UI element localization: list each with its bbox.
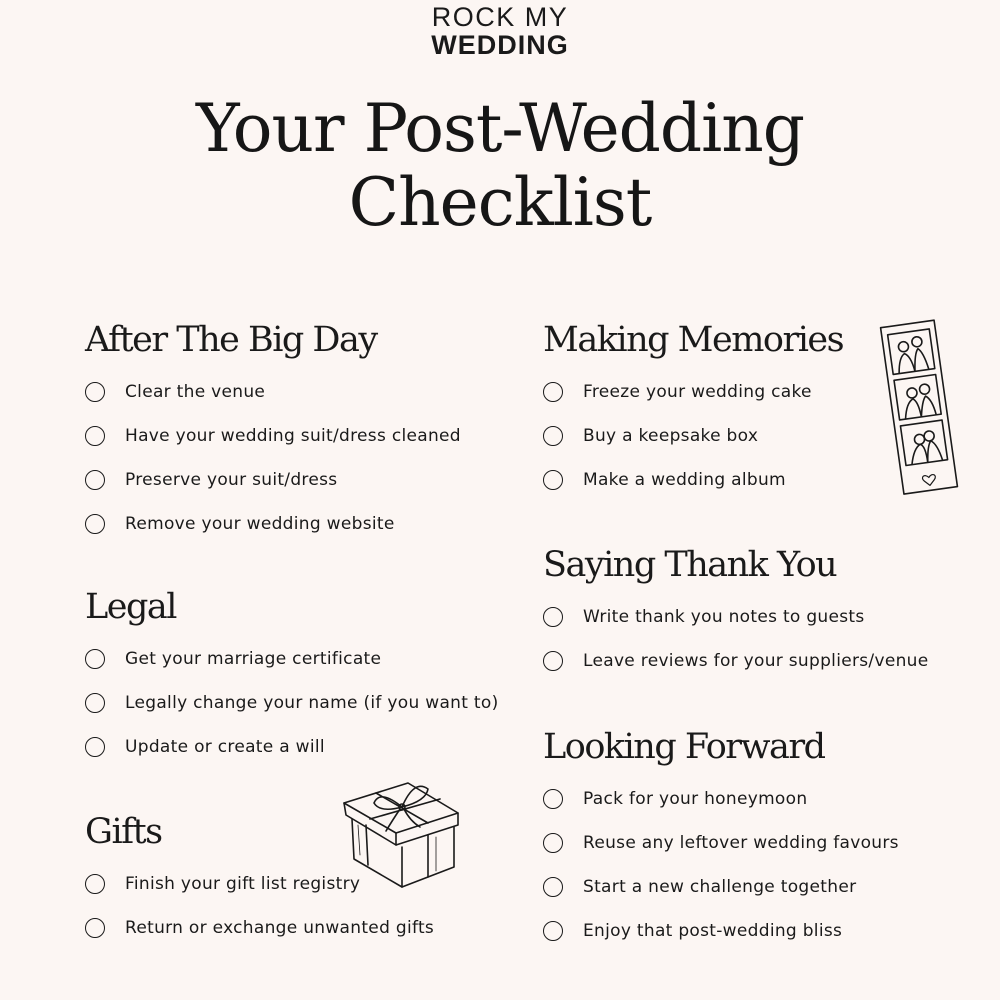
section-heading: After The Big Day: [85, 320, 377, 360]
section-heading: Legal: [85, 587, 176, 627]
checkbox[interactable]: [543, 607, 563, 627]
checklist-item: [543, 414, 843, 458]
checkbox[interactable]: [543, 921, 563, 941]
checkbox[interactable]: [543, 470, 563, 490]
checklist: [85, 637, 499, 769]
checkbox[interactable]: [85, 874, 105, 894]
checklist-item: [543, 639, 928, 683]
checklist: [543, 370, 843, 502]
photo-strip-icon: [870, 315, 970, 500]
checklist-item: [543, 370, 843, 414]
section-saying-thank-you: [543, 545, 928, 683]
page-title-line-2: Checklist: [348, 164, 652, 241]
checklist-item-label: Start a new challenge together: [583, 877, 857, 897]
checklist-item-label: Pack for your honeymoon: [583, 789, 808, 809]
section-legal: [85, 587, 499, 769]
brand-logo-bottom: WEDDING: [431, 30, 569, 60]
checklist-item-label: Preserve your suit/dress: [125, 470, 338, 490]
checklist-item-label: Update or create a will: [125, 737, 325, 757]
brand-logo-top: ROCK MY: [431, 2, 569, 32]
checkbox[interactable]: [85, 649, 105, 669]
checklist-item-label: Clear the venue: [125, 382, 266, 402]
checkbox[interactable]: [85, 737, 105, 757]
checklist-item: [85, 502, 461, 546]
checkbox[interactable]: [85, 514, 105, 534]
checklist-item: [85, 370, 461, 414]
checklist-item: [543, 595, 928, 639]
checklist-item: [85, 725, 499, 769]
brand-logo: [0, 4, 1000, 59]
checklist-item: [85, 637, 499, 681]
page-title-line-1: Your Post-Wedding: [195, 90, 805, 167]
section-looking-forward: [543, 727, 899, 953]
checklist-item-label: Finish your gift list registry: [125, 874, 361, 894]
checkbox[interactable]: [543, 789, 563, 809]
checklist-item: [543, 865, 899, 909]
checklist-item-label: Get your marriage certificate: [125, 649, 382, 669]
checklist-item-label: Reuse any leftover wedding favours: [583, 833, 899, 853]
checklist-item-label: Leave reviews for your suppliers/venue: [583, 651, 929, 671]
checkbox[interactable]: [543, 877, 563, 897]
checklist-item: [543, 777, 899, 821]
checklist-item-label: Legally change your name (if you want to): [125, 693, 499, 713]
section-heading: Saying Thank You: [543, 545, 837, 585]
checkbox[interactable]: [85, 382, 105, 402]
checklist-item-label: Have your wedding suit/dress cleaned: [125, 426, 461, 446]
checklist-item-label: Return or exchange unwanted gifts: [125, 918, 435, 938]
page-title: [0, 92, 1000, 240]
checklist-item-label: Enjoy that post-wedding bliss: [583, 921, 843, 941]
checklist-item-label: Freeze your wedding cake: [583, 382, 812, 402]
checklist-item: [85, 414, 461, 458]
section-heading: Making Memories: [543, 320, 844, 360]
section-heading: Gifts: [85, 812, 162, 852]
checklist-item: [543, 821, 899, 865]
checkbox[interactable]: [85, 693, 105, 713]
checkbox[interactable]: [543, 382, 563, 402]
checklist-item: [543, 458, 843, 502]
checkbox[interactable]: [85, 918, 105, 938]
checklist-item-label: Write thank you notes to guests: [583, 607, 865, 627]
checklist-item: [543, 909, 899, 953]
checklist-item: [85, 906, 434, 950]
section-after-the-big-day: [85, 320, 461, 546]
checkbox[interactable]: [543, 833, 563, 853]
gift-box-icon: [340, 775, 465, 895]
checklist-item-label: Make a wedding album: [583, 470, 786, 490]
checkbox[interactable]: [543, 426, 563, 446]
checklist-item-label: Remove your wedding website: [125, 514, 395, 534]
checkbox[interactable]: [543, 651, 563, 671]
checkbox[interactable]: [85, 470, 105, 490]
checklist: [85, 370, 461, 546]
checklist-item: [85, 681, 499, 725]
checklist: [543, 777, 899, 953]
checklist-item-label: Buy a keepsake box: [583, 426, 759, 446]
section-making-memories: [543, 320, 843, 502]
section-heading: Looking Forward: [543, 727, 825, 767]
checkbox[interactable]: [85, 426, 105, 446]
checklist-item: [85, 458, 461, 502]
checklist: [543, 595, 928, 683]
